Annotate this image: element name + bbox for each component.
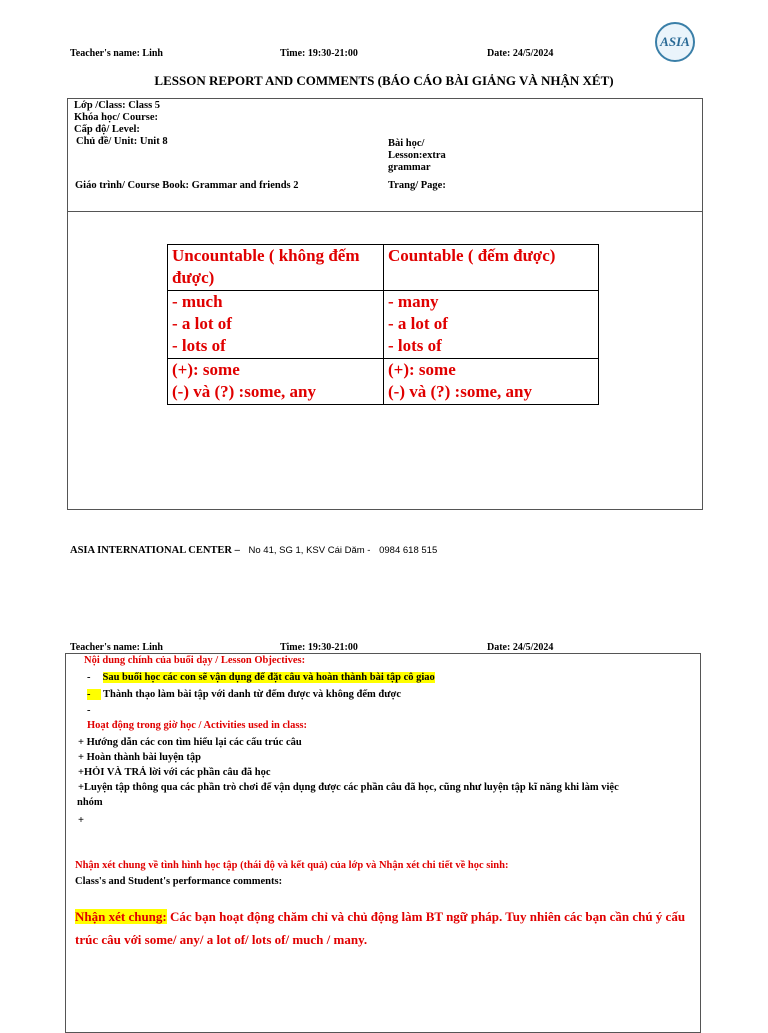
activity-4-cont: nhóm	[77, 797, 103, 808]
activities-title: Hoạt động trong giờ học / Activities used in class:	[87, 720, 308, 731]
teacher-name: Teacher's name: Linh	[70, 48, 163, 59]
uncountable-quantifiers: - much - a lot of - lots of	[168, 291, 384, 359]
grammar-table	[167, 244, 599, 405]
activity-1: + Hướng dẫn các con tìm hiểu lại các cấu trúc câu	[78, 737, 302, 748]
footer-address: No 41, SG 1, KSV Cái Dăm -	[248, 545, 371, 556]
unit-field: Chủ đề/ Unit: Unit 8	[76, 136, 168, 147]
countable-header: Countable ( đếm được)	[384, 245, 599, 291]
uncountable-some-any: (+): some (-) và (?) :some, any	[168, 359, 384, 405]
lesson-field-line3: grammar	[388, 162, 431, 173]
lesson-time-p2: Time: 19:30-21:00	[280, 642, 358, 653]
activity-2: + Hoàn thành bài luyện tập	[78, 752, 201, 763]
general-comment	[75, 905, 690, 951]
objective-2: - Thành thạo làm bài tập với danh từ đếm được và không đếm được	[87, 689, 402, 700]
activity-4: +Luyện tập thông qua các phần trò chơi để vận dụng được các phần câu đã học, cũng như luyện tập kĩ năng khi làm việc	[78, 782, 619, 793]
lesson-date: Date: 24/5/2024	[487, 48, 554, 59]
class-field: Lớp /Class: Class 5	[74, 100, 161, 111]
countable-some-any: (+): some (-) và (?) :some, any	[384, 359, 599, 405]
footer-phone: 0984 618 515	[379, 545, 438, 556]
uncountable-header: Uncountable ( không đếm được)	[168, 245, 384, 291]
comment-label: Nhận xét chung:	[75, 909, 167, 924]
footer-center-name: ASIA INTERNATIONAL CENTER –	[70, 545, 240, 556]
activity-3: +HỎI VÀ TRẢ lời với các phần câu đã học	[78, 767, 271, 778]
countable-quantifiers: - many - a lot of - lots of	[384, 291, 599, 359]
lesson-time: Time: 19:30-21:00	[280, 48, 358, 59]
objectives-title: Nội dung chính của buổi dạy / Lesson Objectives:	[84, 655, 306, 666]
objective-blank: -	[87, 705, 91, 716]
lesson-field-line2: Lesson:extra	[388, 150, 446, 161]
teacher-name-p2: Teacher's name: Linh	[70, 642, 163, 653]
comment-text: Các bạn hoạt động chăm chỉ và chủ động làm BT ngữ pháp. Tuy nhiên các bạn cần chú ý cấu trúc câu với some/ any/ a lot of/ lots of/ much / many.	[75, 909, 686, 947]
coursebook-field: Giáo trình/ Course Book: Grammar and friends 2	[75, 180, 299, 191]
page-field: Trang/ Page:	[388, 180, 446, 191]
level-field: Cấp độ/ Level:	[74, 124, 140, 135]
asia-logo-icon: ASIA	[655, 22, 695, 62]
comments-title-en: Class's and Student's performance comments:	[75, 876, 283, 887]
lesson-field-line1: Bài học/	[388, 138, 425, 149]
lesson-info-box	[67, 98, 703, 212]
objective-1: - Sau buổi học các con sẽ vận dụng để đặt câu và hoàn thành bài tập cô giao	[87, 672, 435, 683]
report-box	[65, 653, 701, 1033]
lesson-date-p2: Date: 24/5/2024	[487, 642, 554, 653]
page-footer	[70, 545, 437, 556]
activity-5: +	[78, 815, 84, 826]
page-title: LESSON REPORT AND COMMENTS (BÁO CÁO BÀI GIẢNG VÀ NHẬN XÉT)	[154, 73, 614, 88]
course-field: Khóa học/ Course:	[74, 112, 158, 123]
comments-title-vi: Nhận xét chung về tình hình học tập (thái độ và kết quả) của lớp và Nhận xét chi tiết về học sinh:	[75, 860, 509, 871]
